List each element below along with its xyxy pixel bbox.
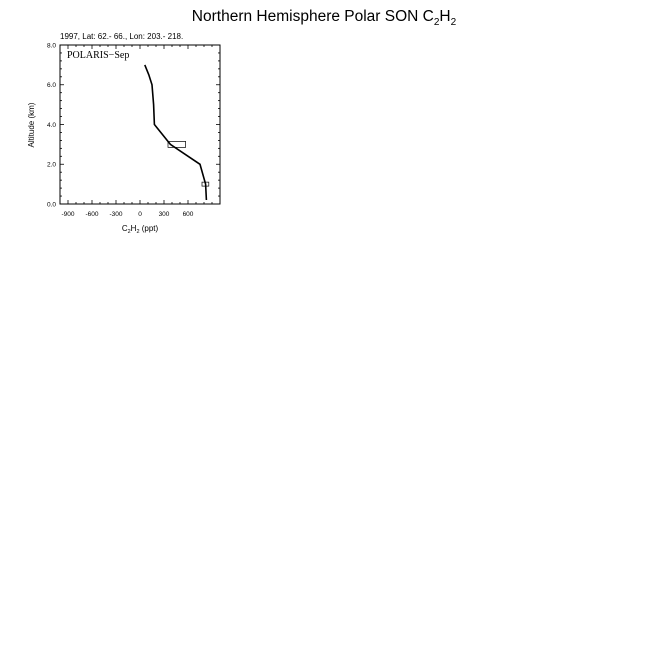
- x-tick-label: 300: [158, 211, 170, 218]
- x-axis-ticks: [60, 45, 220, 218]
- y-tick-label: 8.0: [46, 42, 56, 50]
- x-tick-label: -300: [109, 211, 123, 218]
- chart-subtitle: 1997, Lat: 62.- 66., Lon: 203.- 218.: [60, 32, 184, 41]
- chart-title: Northern Hemisphere Polar SON $C_2H_2$: [191, 8, 457, 29]
- x-tick-label: -900: [61, 211, 75, 218]
- y-axis-label: Altitude (km): [27, 102, 36, 148]
- x-axis-label: $C_2H_2$ (ppt): [121, 224, 159, 235]
- x-tick-label: 0: [138, 211, 142, 218]
- y-tick-label: 2.0: [46, 161, 56, 169]
- y-tick-label: 0.0: [46, 201, 56, 209]
- y-axis-ticks: [47, 42, 220, 208]
- y-tick-label: 6.0: [46, 82, 56, 90]
- range-boxes: [168, 141, 209, 186]
- panel-label: POLARIS−Sep: [67, 50, 130, 61]
- y-tick-label: 4.0: [46, 121, 56, 129]
- x-tick-label: 600: [182, 211, 194, 218]
- x-tick-label: -600: [85, 211, 99, 218]
- profile-line: [145, 65, 207, 200]
- plot-frame: [60, 45, 220, 204]
